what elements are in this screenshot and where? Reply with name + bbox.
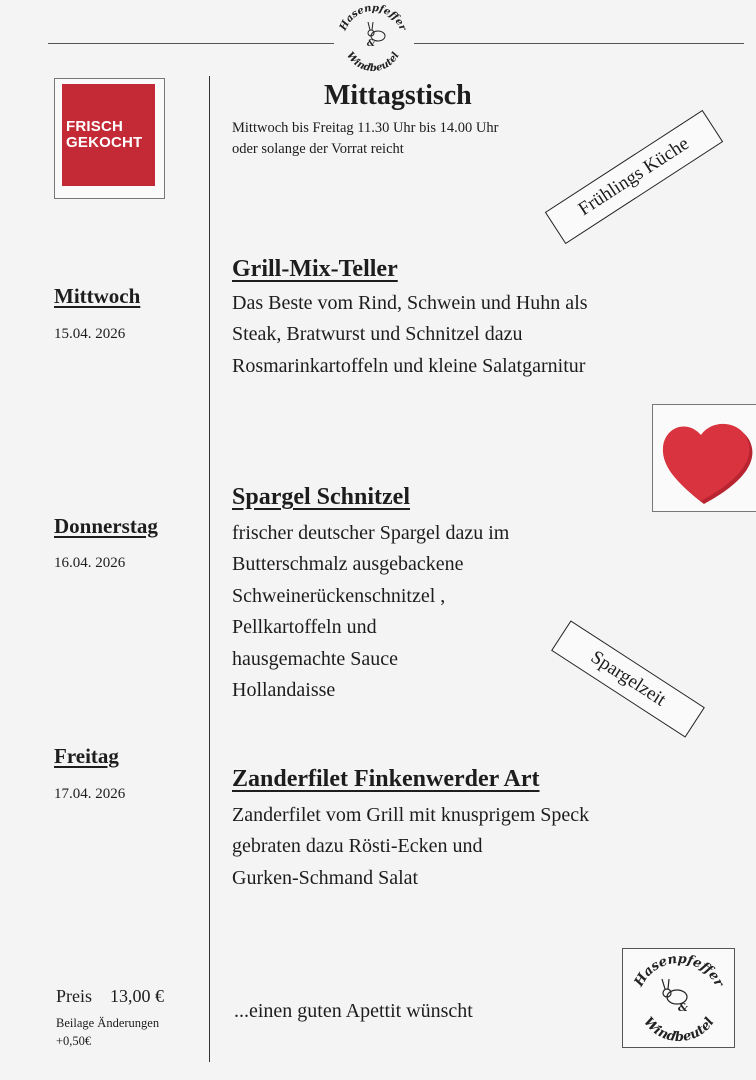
description-line: gebraten dazu Rösti-Ecken und (232, 835, 483, 858)
price-note-line: Beilage Änderungen (56, 1016, 160, 1030)
closing-wish: ...einen guten Apettit wünscht (234, 1000, 473, 1022)
description-line: Das Beste vom Rind, Schwein und Huhn als (232, 292, 588, 314)
svg-text:Hasenpfeffer (337, 3, 408, 33)
description-line: Schweinerückenschnitzel , (232, 584, 446, 607)
dish-description-friday (232, 800, 589, 894)
opening-hours (232, 118, 499, 160)
date-thursday: 16.04. 2026 (54, 555, 126, 571)
column-divider (209, 76, 210, 1062)
svg-text:Windbeutel (344, 50, 402, 74)
footer-logo-mark (623, 949, 734, 1047)
footer-logo (622, 948, 735, 1048)
logo-ampersand: & (366, 39, 376, 49)
description-line: Rosmarinkartoffeln und kleine Salatgarnitur (232, 354, 586, 377)
fresh-badge-line2: GEKOCHT (66, 134, 143, 151)
opening-hours-line: Mittwoch bis Freitag 11.30 Uhr bis 14.00 Uhr (232, 120, 499, 136)
description-line: Steak, Bratwurst und Schnitzel dazu (232, 323, 523, 346)
footer-logo-ampersand: & (678, 1001, 688, 1014)
asparagus-stamp: Spargelzeit (551, 620, 705, 737)
day-label-thursday: Donnerstag (54, 514, 158, 538)
svg-text:Windbeutel (640, 1015, 717, 1046)
heart-icon (653, 405, 756, 511)
heart-frame (652, 404, 756, 512)
fresh-badge-text (66, 119, 158, 151)
day-label-wednesday: Mittwoch (54, 284, 141, 308)
description-line: hausgemachte Sauce (232, 647, 399, 670)
date-friday: 17.04. 2026 (54, 786, 126, 802)
svg-text:Hasenpfeffer (631, 952, 727, 990)
description-line: Pellkartoffeln und (232, 616, 377, 639)
date-wednesday: 15.04. 2026 (54, 326, 126, 342)
top-rule-left (48, 43, 334, 44)
dish-title-wednesday: Grill-Mix-Teller (232, 256, 398, 282)
logo-name-bottom: Windbeutel (344, 50, 402, 74)
dish-title-friday: Zanderfilet Finkenwerder Art (232, 766, 540, 792)
description-line: frischer deutscher Spargel dazu im (232, 522, 510, 544)
restaurant-logo (336, 2, 410, 74)
description-line: Zanderfilet vom Grill mit knusprigem Speck (232, 804, 590, 826)
price-note (56, 1014, 159, 1050)
day-label-friday: Freitag (54, 744, 119, 768)
page-title: Mittagstisch (324, 80, 472, 111)
description-line: Gurken-Schmand Salat (232, 866, 419, 889)
price-note-line: +0,50€ (56, 1034, 92, 1048)
spring-stamp: Frühlings Küche (545, 110, 723, 244)
dish-title-thursday: Spargel Schnitzel (232, 484, 410, 510)
logo-name-top: Hasenpfeffer (337, 2, 409, 33)
dish-description-wednesday (232, 288, 588, 382)
footer-logo-name-top: Hasenpfeffer (631, 951, 727, 990)
dish-description-thursday (232, 518, 509, 706)
opening-hours-note: oder solange der Vorrat reicht (232, 141, 404, 157)
top-rule-right (414, 43, 744, 44)
footer-logo-name-bottom: Windbeutel (640, 1014, 718, 1046)
fresh-badge-line1: FRISCH (66, 118, 124, 135)
description-line: Hollandaisse (232, 679, 336, 702)
price: Preis 13,00 € (56, 986, 164, 1006)
description-line: Butterschmalz ausgebackene (232, 553, 464, 576)
